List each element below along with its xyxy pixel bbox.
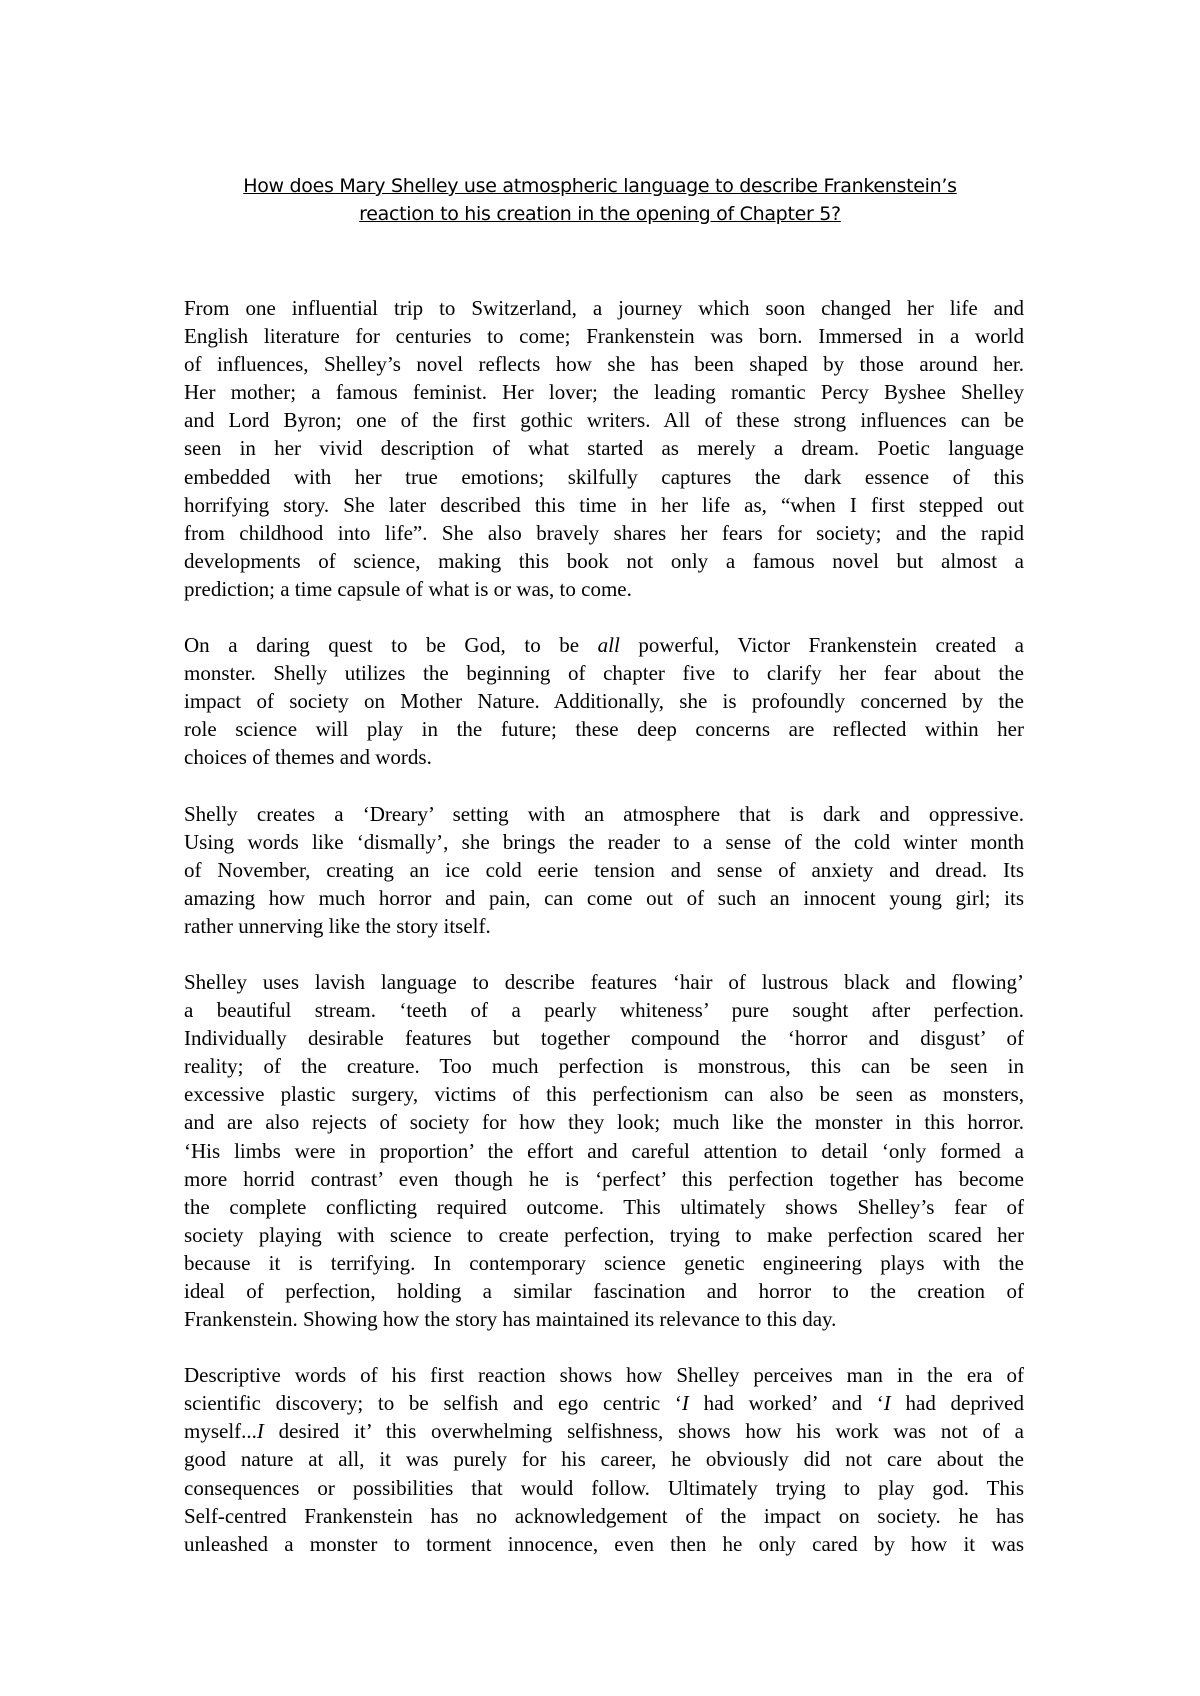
text-line: developments of science, making this book not only a famous novel but almost a [184,548,1024,573]
text-line: a beautiful stream. ‘teeth of a pearly whiteness’ pure sought after perfection. [184,998,1024,1023]
paragraph-features [184,968,1024,1333]
text-line: role science will play in the future; these deep concerns are reflected within her [184,717,1024,742]
text-line: amazing how much horror and pain, can come out of such an innocent young girl; its [184,885,1024,910]
text-line: Her mother; a famous feminist. Her lover; the leading romantic Percy Byshee Shelley [184,380,1024,405]
text-line: the complete conflicting required outcome. This ultimately shows Shelley’s fear of [184,1194,1024,1219]
text-line: ideal of perfection, holding a similar fascination and horror to the creation of [184,1279,1024,1303]
text-line: Shelley uses lavish language to describe features ‘hair of lustrous black and flowing’ [184,969,1024,994]
text-line: rather unnerving like the story itself. [184,913,491,938]
essay-title-line: reaction to his creation in the opening of Chapter 5? [359,203,841,225]
text-line [184,631,1024,659]
text-line: and are also rejects of society for how they look; much like the monster in this horror. [184,1110,1024,1135]
text-fragment: myself... [184,1419,257,1444]
text-line: choices of themes and words. [184,745,432,770]
essay-body [184,294,1024,1558]
emphasis-text: all [597,633,620,658]
text-line [184,1417,1024,1445]
text-fragment: had deprived [890,1391,1024,1416]
text-fragment: desired it’ this overwhelming selfishness, shows how his work was not of a [263,1419,1024,1444]
text-line: reality; of the creature. Too much perfection is monstrous, this can be seen in [184,1054,1024,1079]
text-line: Frankenstein. Showing how the story has maintained its relevance to this day. [184,1307,837,1332]
emphasis-text: I [681,1391,689,1416]
essay-title-line: How does Mary Shelley use atmospheric language to describe Frankenstein’s [243,175,957,197]
text-line: embedded with her true emotions; skilfully captures the dark essence of this [184,464,1024,489]
text-line: monster. Shelly utilizes the beginning of chapter five to clarify her fear about the [184,661,1024,686]
text-line: prediction; a time capsule of what is or was, to come. [184,576,632,601]
text-line: Self-centred Frankenstein has no acknowledgement of the impact on society. he has [184,1503,1024,1528]
text-fragment: had worked’ and ‘ [688,1391,884,1416]
text-line: English literature for centuries to come; Frankenstein was born. Immersed in a world [184,324,1024,349]
text-line: excessive plastic surgery, victims of this perfectionism can also be seen as monsters, [184,1082,1024,1107]
paragraph-quest [184,631,1024,771]
text-line: and Lord Byron; one of the first gothic writers. All of these strong influences can be [184,408,1024,433]
emphasis-text: I [256,1419,264,1444]
text-line: horrifying story. She later described this time in her life as, “when I first stepped out [184,492,1024,517]
text-line: Using words like ‘dismally’, she brings the reader to a sense of the cold winter month [184,829,1024,854]
paragraph-reaction [184,1361,1024,1558]
text-line: society playing with science to create perfection, trying to make perfection scared her [184,1222,1024,1247]
text-line: Individually desirable features but together compound the ‘horror and disgust’ of [184,1026,1024,1051]
text-line: impact of society on Mother Nature. Additionally, she is profoundly concerned by the [184,689,1024,714]
essay-title [150,172,1050,228]
text-line [184,1389,1024,1417]
text-fragment: powerful, Victor Frankenstein created a [638,633,1024,658]
text-line: of influences, Shelley’s novel reflects how she has been shaped by those around her. [184,352,1024,377]
text-line: of November, creating an ice cold eerie tension and sense of anxiety and dread. Its [184,857,1024,882]
text-line: seen in her vivid description of what started as merely a dream. Poetic language [184,436,1024,461]
text-line: Shelly creates a ‘Dreary’ setting with an atmosphere that is dark and oppressive. [184,801,1024,826]
emphasis-text: I [883,1391,891,1416]
text-line: because it is terrifying. In contemporary science genetic engineering plays with the [184,1250,1024,1275]
text-line: ‘His limbs were in proportion’ the effort and careful attention to detail ‘only formed a [184,1138,1024,1163]
text-fragment: scientific discovery; to be selfish and ego centric ‘ [184,1391,682,1416]
text-line: more horrid contrast’ even though he is ‘perfect’ this perfection together has become [184,1166,1024,1191]
text-line: consequences or possibilities that would follow. Ultimately trying to play god. This [184,1475,1024,1500]
text-line: good nature at all, it was purely for his career, he obviously did not care about the [184,1447,1024,1472]
text-line: unleashed a monster to torment innocence, even then he only cared by how it was [184,1531,1024,1556]
text-line: From one influential trip to Switzerland, a journey which soon changed her life and [184,296,1024,320]
text-line: Descriptive words of his first reaction shows how Shelley perceives man in the era of [184,1363,1024,1388]
text-fragment: On a daring quest to be God, to be [184,633,580,658]
paragraph-setting [184,800,1024,940]
paragraph-intro [184,294,1024,603]
text-line: from childhood into life”. She also bravely shares her fears for society; and the rapid [184,520,1024,545]
